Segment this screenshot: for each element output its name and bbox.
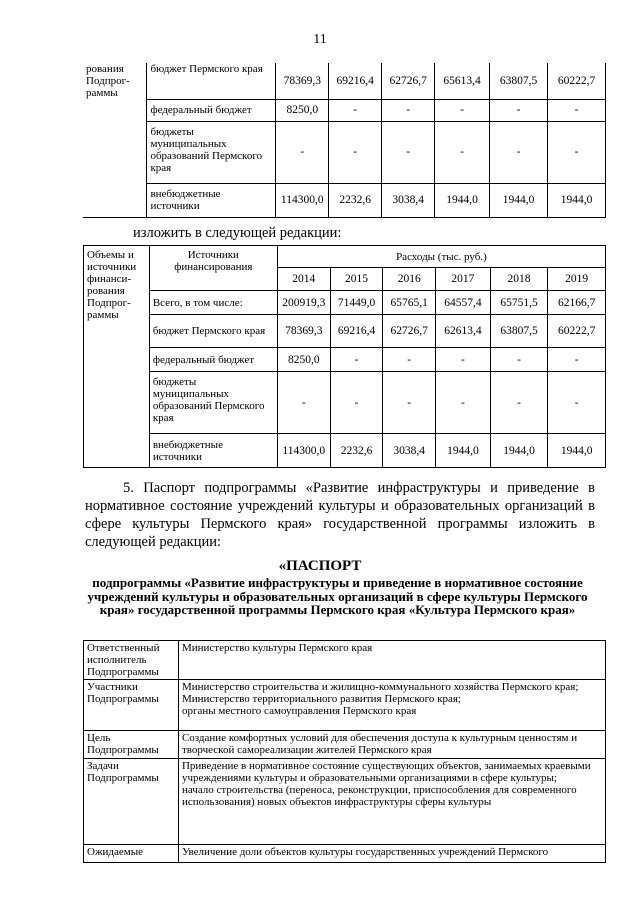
cell: 1944,0 (490, 183, 548, 217)
cell: 8250,0 (277, 348, 330, 372)
cell: 69216,4 (329, 63, 382, 99)
page-number: 11 (313, 32, 327, 47)
year-header: 2014 (277, 268, 330, 291)
cell: - (435, 121, 490, 183)
passport-value: Министерство строительства и жилищно-коммунального хозяйства Пермского края; Министерство территориального развития Пермского края; органы местного самоуправления Пермского края (178, 680, 605, 731)
row-label: бюджет Пермского края (149, 315, 277, 348)
cell: - (548, 121, 606, 183)
cell: - (330, 372, 383, 434)
intro-text: изложить в следующей редакции: (133, 225, 342, 241)
cell: 1944,0 (548, 434, 606, 468)
passport-label: Задачи Подпрограммы (84, 759, 179, 845)
expenses-header: Расходы (тыс. руб.) (277, 246, 605, 268)
cell: 63807,5 (490, 315, 548, 348)
cell: 62613,4 (436, 315, 491, 348)
cell: 62166,7 (548, 291, 606, 315)
cell: - (436, 348, 491, 372)
cell: - (330, 348, 383, 372)
cell: 62726,7 (382, 63, 435, 99)
cell: 3038,4 (382, 183, 435, 217)
cell: 2232,6 (329, 183, 382, 217)
cell: - (383, 348, 436, 372)
cell: - (490, 121, 548, 183)
cell: 78369,3 (276, 63, 329, 99)
passport-value: Министерство культуры Пермского края (178, 641, 605, 680)
passport-label: Цель Подпрограммы (84, 731, 179, 759)
year-header: 2015 (330, 268, 383, 291)
year-header: 2018 (490, 268, 548, 291)
cell: 1944,0 (548, 183, 606, 217)
cell: 69216,4 (330, 315, 383, 348)
passport-table (83, 640, 606, 863)
cell: - (329, 99, 382, 121)
cell: 60222,7 (548, 315, 606, 348)
cell: - (490, 372, 548, 434)
side-label: Объемы и источники финанси-рования Подпрог-раммы (84, 246, 150, 468)
cell: 200919,3 (277, 291, 330, 315)
row-label: внебюджетные источники (149, 434, 277, 468)
row-label: бюджет Пермского края (147, 63, 276, 99)
cell: 1944,0 (490, 434, 548, 468)
cell: 1944,0 (436, 434, 491, 468)
cell: - (490, 99, 548, 121)
cell: 2232,6 (330, 434, 383, 468)
row-label: внебюджетные источники (147, 183, 276, 217)
row-label: федеральный бюджет (149, 348, 277, 372)
cell: 114300,0 (276, 183, 329, 217)
cell: - (382, 99, 435, 121)
sources-header: Источники финансирования (149, 246, 277, 291)
passport-label: Ответственный исполнитель Подпрограммы (84, 641, 179, 680)
cell: - (383, 372, 436, 434)
cell: 114300,0 (277, 434, 330, 468)
cell: 62726,7 (383, 315, 436, 348)
cell: 71449,0 (330, 291, 383, 315)
year-header: 2017 (436, 268, 491, 291)
cell: - (382, 121, 435, 183)
row-label: федеральный бюджет (147, 99, 276, 121)
year-header: 2016 (383, 268, 436, 291)
cell: 63807,5 (490, 63, 548, 99)
cell: - (435, 99, 490, 121)
financing-table-new (83, 245, 606, 468)
cell: - (329, 121, 382, 183)
passport-value: Создание комфортных условий для обеспечения доступа к культурным ценностям и творческой самореализации жителей Пермского края (178, 731, 605, 759)
passport-label: Участники Подпрограммы (84, 680, 179, 731)
row-label: бюджеты муниципальных образований Пермского края (149, 372, 277, 434)
cell: 65765,1 (383, 291, 436, 315)
cell: - (436, 372, 491, 434)
cell: - (548, 348, 606, 372)
row-label: бюджеты муниципальных образований Пермского края (147, 121, 276, 183)
cell: - (548, 99, 606, 121)
passport-value: Приведение в нормативное состояние существующих объектов, занимаемых краевыми учреждениями культуры и образовательными организациями в сфере культуры; начало строительства (переноса, реконструкции, приспособления для современного использования) новых объектов инфраструктуры сферы культуры (178, 759, 605, 845)
side-label: рования Подпрог- раммы (83, 63, 147, 217)
cell: - (490, 348, 548, 372)
passport-label: Ожидаемые (84, 845, 179, 863)
cell: 60222,7 (548, 63, 606, 99)
passport-value: Увеличение доли объектов культуры государственных учреждений Пермского (178, 845, 605, 863)
cell: 3038,4 (383, 434, 436, 468)
paragraph-5: 5. Паспорт подпрограммы «Развитие инфраструктуры и приведение в нормативное состояние учреждений культуры и образовательных организаций в сфере культуры Пермского края» государственной программы изложить в следующей редакции: (85, 480, 595, 550)
cell: 65751,5 (490, 291, 548, 315)
cell: - (277, 372, 330, 434)
cell: - (548, 372, 606, 434)
cell: 65613,4 (435, 63, 490, 99)
row-label: Всего, в том числе: (149, 291, 277, 315)
cell: 1944,0 (435, 183, 490, 217)
cell: - (276, 121, 329, 183)
cell: 78369,3 (277, 315, 330, 348)
cell: 8250,0 (276, 99, 329, 121)
cell: 64557,4 (436, 291, 491, 315)
financing-table-old (83, 63, 606, 218)
passport-subtitle: подпрограммы «Развитие инфраструктуры и приведение в нормативное состояние учреждений культуры и образовательных организаций в сфере культуры Пермского края» государственной программы Пермского края «Культура Пермского края» (87, 575, 588, 617)
year-header: 2019 (548, 268, 606, 291)
passport-title: «ПАСПОРТ (278, 558, 362, 574)
